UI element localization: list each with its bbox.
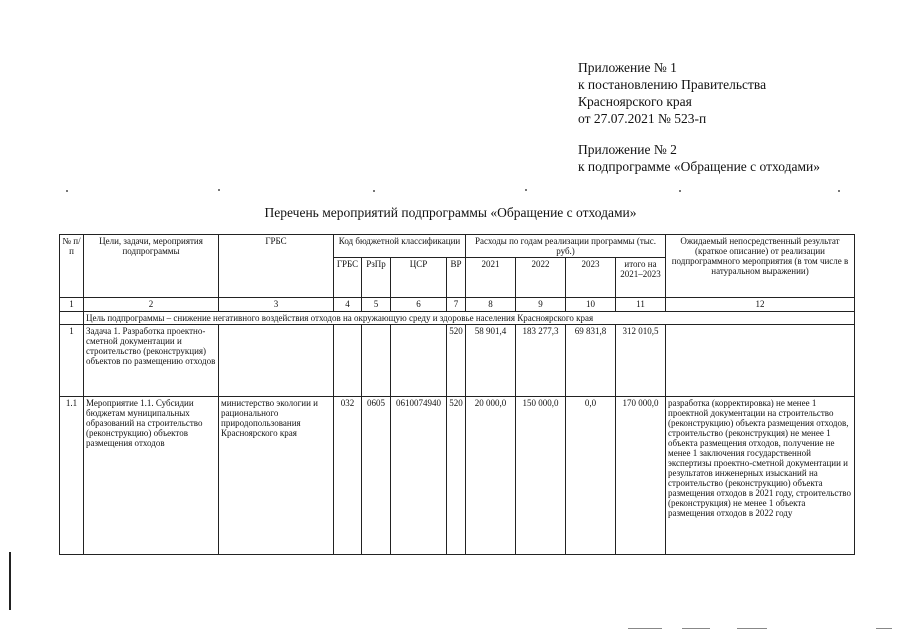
head-sub-grbs: ГРБС (334, 258, 362, 298)
measure-no: 1.1 (60, 397, 84, 555)
measure-2022: 150 000,0 (516, 397, 566, 555)
head-sub-vr: ВР (447, 258, 466, 298)
task-csr (391, 325, 447, 397)
task-2022: 183 277,3 (516, 325, 566, 397)
appendix1-line4: от 27.07.2021 № 523-п (578, 111, 707, 126)
col-number: 3 (219, 298, 334, 312)
goal-text: Цель подпрограммы – снижение негативного воздействия отходов на окружающую среду и здоровье населения Красноярского края (84, 312, 855, 325)
task-grbs-code (334, 325, 362, 397)
task-row (60, 325, 855, 397)
col-number: 8 (466, 298, 516, 312)
head-goals: Цели, задачи, мероприятия подпрограммы (84, 235, 219, 298)
head-no: № п/п (60, 235, 84, 298)
measure-row (60, 397, 855, 555)
col-number: 4 (334, 298, 362, 312)
col-number: 11 (616, 298, 666, 312)
task-rzpr (362, 325, 391, 397)
task-2021: 58 901,4 (466, 325, 516, 397)
head-sub-2021: 2021 (466, 258, 516, 298)
head-grbs: ГРБС (219, 235, 334, 298)
column-numbers-row (60, 298, 855, 312)
measure-grbs-code: 032 (334, 397, 362, 555)
head-sub-csr: ЦСР (391, 258, 447, 298)
measure-vr: 520 (447, 397, 466, 555)
measure-grbs: министерство экологии и рационального природопользования Красноярского края (219, 397, 334, 555)
goal-row (60, 312, 855, 325)
appendix-header (578, 59, 878, 175)
measure-total: 170 000,0 (616, 397, 666, 555)
appendix2-line2: к подпрограмме «Обращение с отходами» (578, 159, 820, 174)
page-title: Перечень мероприятий подпрограммы «Обращение с отходами» (264, 205, 637, 220)
measure-name: Мероприятие 1.1. Субсидии бюджетам муниципальных образований на строительство (реконструкцию) объектов размещения отходов (84, 397, 219, 555)
measure-result: разработка (корректировка) не менее 1 проектной документации на строительство (реконструкцию) объекта размещения отходов, строительство (реконструкция) не менее 1 объекта размещения отходов, получение не менее 1 заключения государственной экспертизы проектно-сметной документации и результатов инженерных изысканий на строительство (реконструкцию) объекта размещения отходов в 2021 году, строительство (реконструкция) не менее 1 объекта размещения отходов в 2022 году (666, 397, 855, 555)
measures-table (59, 234, 855, 555)
head-sub-total: итого на 2021–2023 (616, 258, 666, 298)
col-number: 7 (447, 298, 466, 312)
task-name: Задача 1. Разработка проектно-сметной документации и строительство (реконструкция) объектов по размещению отходов (84, 325, 219, 397)
measure-2021: 20 000,0 (466, 397, 516, 555)
head-sub-2023: 2023 (566, 258, 616, 298)
goal-no-cell (60, 312, 84, 325)
col-number: 1 (60, 298, 84, 312)
head-sub-2022: 2022 (516, 258, 566, 298)
scan-edge-line (9, 552, 11, 610)
appendix1-line2: к постановлению Правительства (578, 77, 767, 92)
head-result: Ожидаемый непосредственный результат (краткое описание) от реализации подпрограммного мероприятия (в том числе в натуральном выражении) (666, 235, 855, 298)
measure-rzpr: 0605 (362, 397, 391, 555)
task-result (666, 325, 855, 397)
measure-2023: 0,0 (566, 397, 616, 555)
appendix2-line1: Приложение № 2 (578, 142, 677, 157)
col-number: 6 (391, 298, 447, 312)
task-vr: 520 (447, 325, 466, 397)
head-budget-code: Код бюджетной классификации (334, 235, 466, 258)
task-grbs (219, 325, 334, 397)
head-expenses: Расходы по годам реализации программы (тыс. руб.) (466, 235, 666, 258)
col-number: 2 (84, 298, 219, 312)
col-number: 12 (666, 298, 855, 312)
col-number: 5 (362, 298, 391, 312)
task-no: 1 (60, 325, 84, 397)
col-number: 10 (566, 298, 616, 312)
task-total: 312 010,5 (616, 325, 666, 397)
header-gap (578, 127, 878, 141)
appendix1-line1: Приложение № 1 (578, 60, 677, 75)
task-2023: 69 831,8 (566, 325, 616, 397)
head-sub-rzpr: РзПр (362, 258, 391, 298)
measure-csr: 0610074940 (391, 397, 447, 555)
col-number: 9 (516, 298, 566, 312)
appendix1-line3: Красноярского края (578, 94, 692, 109)
